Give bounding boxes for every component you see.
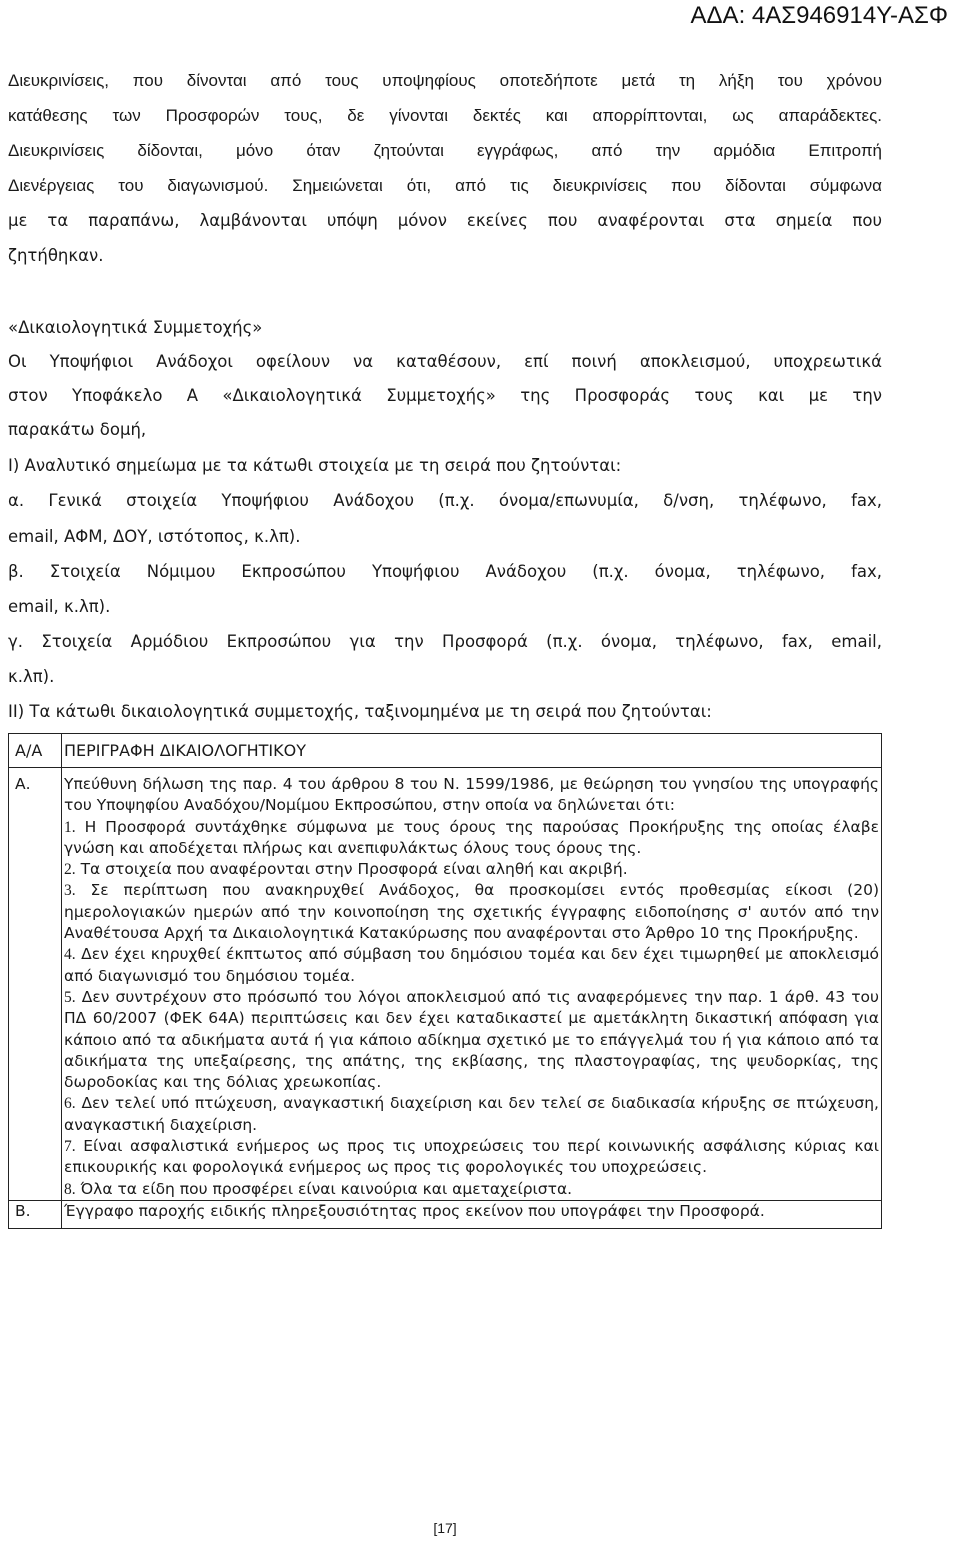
list-item-text: Δεν τελεί υπό πτώχευση, αναγκαστική διαχείριση και δεν τελεί σε διαδικασία κήρυξης σε πτώχευση, αναγκαστική διαχείριση.: [64, 1094, 879, 1134]
intro-line-4: Διενέργειας του διαγωνισμού. Σημειώνεται ότι, από τις διευκρινίσεις που δίδονται σύμφωνα: [8, 176, 882, 195]
row-b-content: [62, 1200, 882, 1228]
intro-line-1: Διευκρινίσεις, που δίνονται από τους υποψηφίους οποτεδήποτε μετά τη λήξη του χρόνου: [8, 71, 882, 90]
list-item-text: Δεν συντρέχουν στο πρόσωπό του λόγοι αποκλεισμού από τις αναφερόμενες την παρ. 1 άρθ. 43 του ΠΔ 60/2007 (ΦΕΚ 64Α) περιπτώσεις και δεν έχει καταδικαστεί με αμετάκλητη δικαστική απόφαση για κάποιο από τα αδικήματα αυτά ή για κάποιο αδίκημα σχετικό με το επάγγελμά του ή για κάποιο από τα αδικήματα της υπεξαίρεσης, της απάτης, της εκβίασης, της πλαστογραφίας, της ψευδορκίας, της δωροδοκίας και της δόλιας χρεωκοπίας.: [64, 987, 879, 1092]
list-item-number: 4.: [64, 946, 76, 964]
requirements-table: [8, 733, 882, 1229]
list-item: [64, 859, 879, 880]
row-b-text: Έγγραφο παροχής ειδικής πληρεξουσιότητας προς εκείνον που υπογράφει την Προσφορά.: [64, 1201, 765, 1220]
list-item-number: 8.: [64, 1180, 76, 1198]
section-title: «Δικαιολογητικά Συμμετοχής»: [8, 318, 263, 337]
list-item-text: Όλα τα είδη που προσφέρει είναι καινούρια και αμεταχείριστα.: [80, 1179, 573, 1198]
list-item: [64, 1093, 879, 1136]
list-item-text: Δεν έχει κηρυχθεί έκπτωτος από σύμβαση του δημόσιου τομέα και δεν έχει τιμωρηθεί με αποκλεισμό από διαγωνισμό του δημόσιου τομέα.: [64, 945, 879, 985]
row-a-label: Α.: [9, 768, 62, 1201]
intro-line-6: ζητήθηκαν.: [8, 246, 104, 265]
list-item-number: 1.: [64, 818, 76, 836]
list-item-number: 2.: [64, 861, 76, 879]
section-p1-line-1: Οι Υποψήφιοι Ανάδοχοι οφείλουν να καταθέσουν, επί ποινή αποκλεισμού, υποχρεωτικά: [8, 352, 882, 371]
table-row-a: [9, 768, 882, 1201]
section-c-line-2: κ.λπ).: [8, 667, 55, 686]
list-item: [64, 987, 879, 1093]
table-row-b: [9, 1200, 882, 1228]
list-item-number: 5.: [64, 988, 76, 1006]
row-a-items: [64, 817, 879, 1200]
section-a-line-1: α. Γενικά στοιχεία Υποψήφιου Ανάδοχου (π.χ. όνομα/επωνυμία, δ/νση, τηλέφωνο, fax,: [8, 491, 882, 510]
ada-code: ΑΔΑ: 4ΑΣ946914Υ-ΑΣΦ: [690, 2, 948, 29]
list-item: [64, 1136, 879, 1179]
section-c-line-1: γ. Στοιχεία Αρμόδιου Εκπροσώπου για την Προσφορά (π.χ. όνομα, τηλέφωνο, fax, email,: [8, 632, 882, 651]
page-number: [17]: [433, 1520, 457, 1536]
row-b-label: Β.: [9, 1200, 62, 1228]
list-item-text: Η Προσφορά συντάχθηκε σύμφωνα με τους όρους της παρούσας Προκήρυξης της οποίας έλαβε γνώση και αποδέχεται πλήρως και ανεπιφυλάκτως όλους τους όρους της.: [64, 817, 879, 857]
intro-line-5: με τα παραπάνω, λαμβάνονται υπόψη μόνον εκείνες που αναφέρονται στα σημεία που: [8, 211, 882, 230]
section-b-line-2: email, κ.λπ).: [8, 597, 111, 616]
list-item: [64, 880, 879, 944]
row-a-content: [62, 768, 882, 1201]
list-item-text: Σε περίπτωση που ανακηρυχθεί Ανάδοχος, θα προσκομίσει εντός προθεσμίας είκοσι (20) ημερολογιακών ημερών από την κοινοποίηση της σχετικής έγγραφης ειδοποίησης σ' αυτόν από την Αναθέτουσα Αρχή τα Δικαιολογητικά Κατακύρωσης που αναφέρονται στο Άρθρο 10 της Προκήρυξης.: [64, 881, 879, 943]
list-item: [64, 944, 879, 987]
list-item-number: 7.: [64, 1138, 76, 1156]
section-p1-line-3: παρακάτω δομή,: [8, 420, 147, 439]
list-item: [64, 1179, 879, 1200]
intro-line-3: Διευκρινίσεις δίδονται, μόνο όταν ζητούνται εγγράφως, από την αρμόδια Επιτροπή: [8, 141, 882, 160]
section-b-line-1: β. Στοιχεία Νόμιμου Εκπροσώπου Υποψήφιου Ανάδοχου (π.χ. όνομα, τηλέφωνο, fax,: [8, 562, 882, 581]
header-aa: Α/Α: [9, 734, 62, 768]
list-item-text: Τα στοιχεία που αναφέρονται στην Προσφορά είναι αληθή και ακριβή.: [80, 860, 628, 879]
list-item-number: 6.: [64, 1095, 76, 1113]
section-p1-line-2: στον Υποφάκελο Α «Δικαιολογητικά Συμμετοχής» της Προσφοράς τους και με την: [8, 386, 882, 405]
list-item-number: 3.: [64, 882, 76, 900]
row-a-intro: Υπεύθυνη δήλωση της παρ. 4 του άρθρου 8 του Ν. 1599/1986, με θεώρηση του γνησίου της υπογραφής του Υποψηφίου Αναδόχου/Νομίμου Εκπροσώπου, στην οποία να δηλώνεται ότι:: [64, 775, 879, 815]
section-a-line-2: email, ΑΦΜ, ΔΟΥ, ιστότοπος, κ.λπ).: [8, 527, 301, 546]
intro-line-2: κατάθεσης των Προσφορών τους, δε γίνονται δεκτές και απορρίπτονται, ως απαράδεκτες.: [8, 106, 882, 125]
header-description: ΠΕΡΙΓΡΑΦΗ ΔΙΚΑΙΟΛΟΓΗΤΙΚΟΥ: [62, 734, 882, 768]
section-i-line: Ι) Αναλυτικό σημείωμα με τα κάτωθι στοιχεία με τη σειρά που ζητούνται:: [8, 456, 622, 475]
table-header-row: [9, 734, 882, 768]
list-item-text: Είναι ασφαλιστικά ενήμερος ως προς τις υποχρεώσεις του περί κοινωνικής ασφάλισης κύριας και επικουρικής και φορολογικά ενήμερος ως προς τις φορολογικές του υποχρεώσεις.: [64, 1137, 879, 1177]
list-item: [64, 817, 879, 860]
section-ii-line: ΙΙ) Τα κάτωθι δικαιολογητικά συμμετοχής, ταξινομημένα με τη σειρά που ζητούνται:: [8, 702, 712, 721]
